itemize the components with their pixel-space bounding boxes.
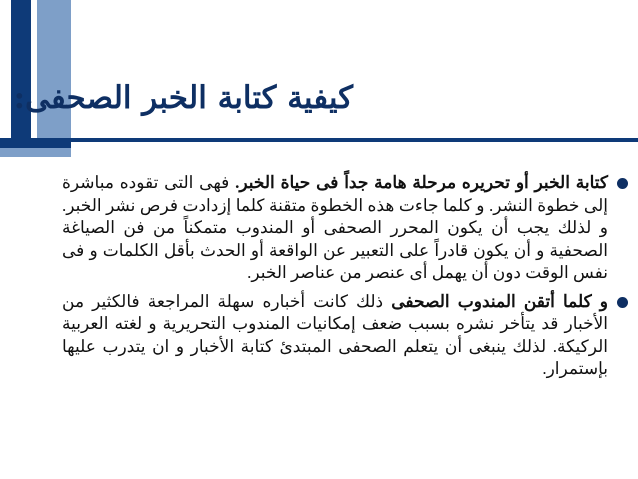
slide-title: كيفية كتابة الخبر الصحفى: <box>13 80 353 116</box>
bullet-item-2 <box>62 291 608 381</box>
decorative-bar-light <box>37 0 71 138</box>
bullet-2-text: ذلك كانت أخباره سهلة المراجعة فالكثير من الأخبار قد يتأخر نشره بسبب ضعف إمكانيات المندوب التحريرية و لغته العربية الركيكة. لذلك ينبغى أن يتعلم الصحفى المبتدئ كتابة الأخبار و ان يتدرب عليها بإستمرار. <box>62 291 608 378</box>
title-band-light <box>0 148 71 157</box>
title-underline-rule <box>71 138 638 142</box>
bullet-list <box>62 172 608 387</box>
bullet-1-bold-text: كتابة الخبر أو تحريره مرحلة هامة جداً فى حياة الخبر. <box>235 173 609 192</box>
bullet-dot-icon <box>617 178 628 189</box>
bullet-dot-icon <box>617 297 628 308</box>
decorative-bar-dark <box>11 0 31 138</box>
bullet-item-1 <box>62 172 608 285</box>
bullet-2-bold-text: و كلما أتقن المندوب الصحفى <box>391 291 608 311</box>
bullet-1-text: فهى التى تقوده مباشرة إلى خطوة النشر. و كلما جاءت هذه الخطوة متقنة كلما إزدادت فرص نشر الخبر. و لذلك يجب أن يكون المحرر الصحفى أو المندوب متمكناً من فن الصياغة الصحفية و أن يكون قادراً على التعبير عن الواقعة أو الحدث بأقل الكلمات و فى نفس الوقت دون أن يهمل أى عنصر من عناصر الخبر. <box>62 173 608 282</box>
title-band-dark <box>0 138 71 148</box>
